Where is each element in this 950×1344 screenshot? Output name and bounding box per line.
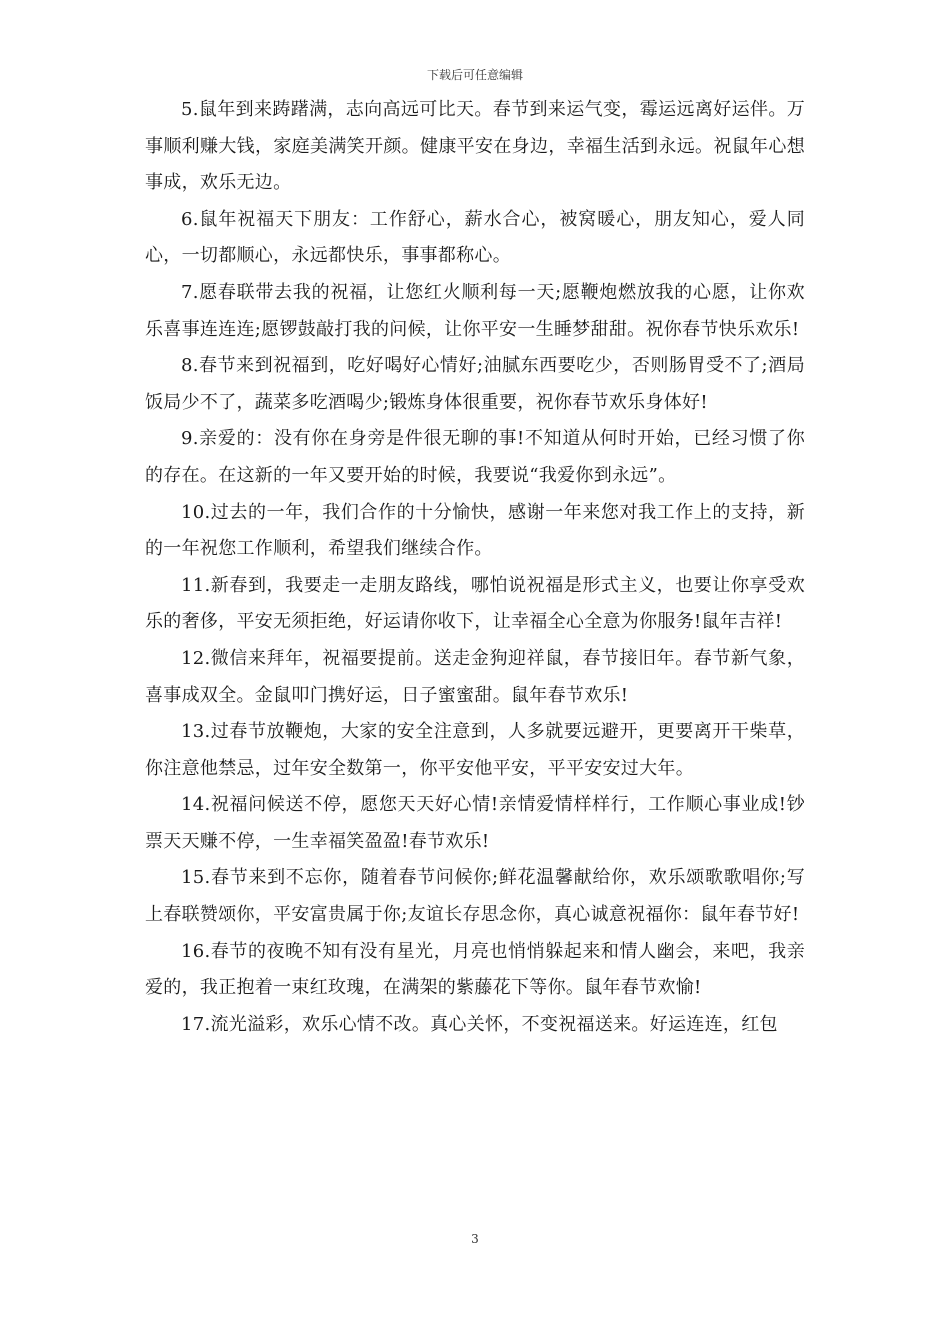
document-body [145, 92, 805, 1043]
paragraph-16: 16.春节的夜晚不知有没有星光，月亮也悄悄躲起来和情人幽会，来吧，我亲爱的，我正抱着一束红玫瑰，在满架的紫藤花下等你。鼠年春节欢愉! [145, 940, 805, 999]
paragraph-10: 10.过去的一年，我们合作的十分愉快，感谢一年来您对我工作上的支持，新的一年祝您工作顺利，希望我们继续合作。 [145, 501, 805, 560]
paragraph-12: 12.微信来拜年，祝福要提前。送走金狗迎祥鼠，春节接旧年。春节新气象，喜事成双全。金鼠叩门携好运，日子蜜蜜甜。鼠年春节欢乐! [145, 647, 805, 706]
page-number: 3 [471, 1232, 479, 1246]
paragraph-17: 17.流光溢彩，欢乐心情不改。真心关怀，不变祝福送来。好运连连，红包 [181, 1013, 778, 1035]
paragraph-7: 7.愿春联带去我的祝福，让您红火顺利每一天;愿鞭炮燃放我的心愿，让你欢乐喜事连连连;愿锣鼓敲打我的问候，让你平安一生睡梦甜甜。祝你春节快乐欢乐! [145, 281, 805, 340]
paragraph-9: 9.亲爱的：没有你在身旁是件很无聊的事!不知道从何时开始，已经习惯了你的存在。在这新的一年又要开始的时候，我要说“我爱你到永远”。 [145, 428, 805, 486]
paragraph-15: 15.春节来到不忘你，随着春节问候你;鲜花温馨献给你，欢乐颂歌歌唱你;写上春联赞颂你，平安富贵属于你;友谊长存思念你，真心诚意祝福你：鼠年春节好! [145, 867, 805, 926]
paragraph-11: 11.新春到，我要走一走朋友路线，哪怕说祝福是形式主义，也要让你享受欢乐的奢侈，平安无须拒绝，好运请你收下，让幸福全心全意为你服务!鼠年吉祥! [145, 574, 805, 633]
paragraph-8: 8.春节来到祝福到，吃好喝好心情好;油腻东西要吃少，否则肠胃受不了;酒局饭局少不了，蔬菜多吃酒喝少;锻炼身体很重要，祝你春节欢乐身体好! [145, 355, 805, 413]
paragraph-13: 13.过春节放鞭炮，大家的安全注意到，人多就要远避开，更要离开干柴草，你注意他禁忌，过年安全数第一，你平安他平安，平平安安过大年。 [145, 721, 805, 779]
paragraph-14: 14.祝福问候送不停，愿您天天好心情!亲情爱情样样行，工作顺心事业成!钞票天天赚不停，一生幸福笑盈盈!春节欢乐! [145, 794, 805, 852]
page-header: 下载后可任意编辑 [426, 68, 523, 82]
paragraph-5: 5.鼠年到来踌躇满，志向高远可比天。春节到来运气变，霉运远离好运伴。万事顺利赚大钱，家庭美满笑开颜。健康平安在身边，幸福生活到永远。祝鼠年心想事成，欢乐无边。 [145, 99, 805, 194]
paragraph-6: 6.鼠年祝福天下朋友：工作舒心，薪水合心，被窝暖心，朋友知心，爱人同心，一切都顺心，永远都快乐，事事都称心。 [145, 208, 805, 267]
